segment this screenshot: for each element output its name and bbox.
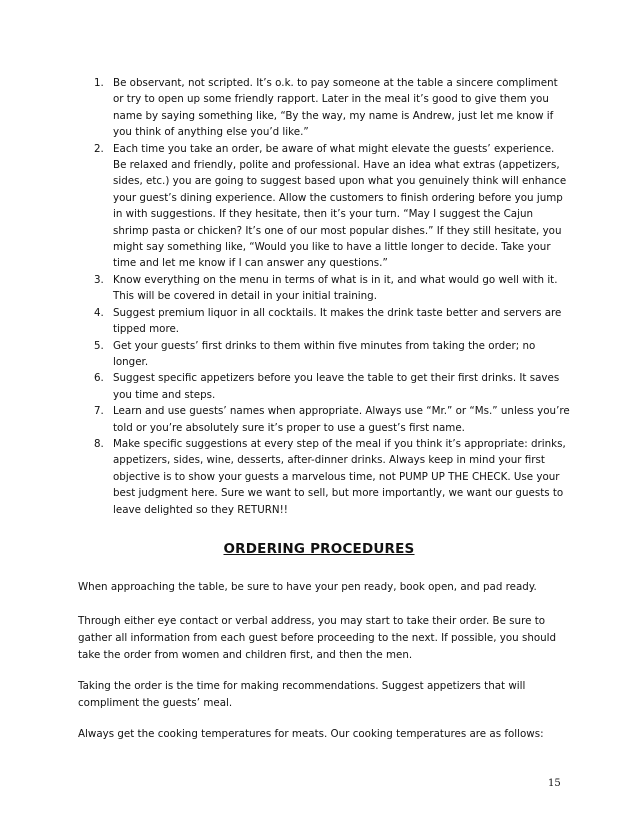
list-item	[78, 403, 570, 436]
list-item-number: 2.	[94, 142, 104, 155]
list-item-text: Each time you take an order, be aware of what might elevate the guests’ experience. Be relaxed and friendly, polite and professional. Have an idea what extras (appetizers, sides, etc.) you are going to suggest based upon what you genuinely think will enhance your guest’s dining experience. Allow the customers to finish ordering before you jump in with suggestions. If they hesitate, then it’s your turn. “May I suggest the Cajun shrimp pasta or chicken? It’s one of our most popular dishes.” If they still hesitate, you might say something like, “Would you like to have a little longer to decide. Take your time and let me know if I can answer any questions.”	[113, 142, 567, 270]
paragraph: Always get the cooking temperatures for meats. Our cooking temperatures are as follows:	[78, 728, 544, 740]
list-item-number: 7.	[94, 405, 104, 418]
list-item	[78, 75, 570, 141]
list-item-number: 5.	[94, 339, 104, 352]
list-item-number: 3.	[94, 273, 104, 286]
list-item-text: Be observant, not scripted. It’s o.k. to pay someone at the table a sincere compliment or try to open up some friendly rapport. Later in the meal it’s good to give them you name by saying something like, “By the way, my name is Andrew, just let me know if you think of anything else you’d like.”	[113, 77, 558, 139]
list-item-text: Suggest specific appetizers before you leave the table to get their first drinks. It saves you time and steps.	[113, 372, 560, 401]
list-item-text: Know everything on the menu in terms of what is in it, and what would go well with it. This will be covered in detail in your initial training.	[113, 273, 558, 303]
list-item-text: Make specific suggestions at every step of the meal if you think it’s appropriate: drinks, appetizers, sides, wine, desserts, after-dinner drinks. Always keep in mind your first objective is to show your guests a marvelous time, not PUMP UP THE CHECK. Use your best judgment here. Sure we want to sell, but more importantly, we want our guests to leave delighted so they RETURN!!	[113, 437, 566, 516]
list-item-text: Learn and use guests’ names when appropriate. Always use “Mr.” or “Ms.” unless you’re told or you’re absolutely sure it’s proper to use a guest’s first name.	[113, 405, 570, 434]
list-item-number: 4.	[94, 306, 104, 319]
paragraph: When approaching the table, be sure to have your pen ready, book open, and pad ready.	[78, 581, 537, 593]
list-item	[78, 370, 570, 403]
page-number: 15	[548, 778, 561, 789]
list-item	[78, 338, 570, 371]
list-item-number: 6.	[94, 372, 104, 385]
server-tips-list	[78, 75, 570, 518]
section-heading: ORDERING PROCEDURES	[223, 541, 415, 557]
list-item	[78, 141, 570, 272]
list-item	[78, 436, 570, 518]
list-item-number: 8.	[94, 437, 104, 450]
paragraph: Taking the order is the time for making recommendations. Suggest appetizers that will compliment the guests’ meal.	[78, 680, 526, 710]
list-item-number: 1.	[94, 77, 104, 89]
paragraph: Through either eye contact or verbal address, you may start to take their order. Be sure to gather all information from each guest before proceeding to the next. If possible, you should take the order from women and children first, and then the men.	[78, 615, 557, 662]
list-item-text: Suggest premium liquor in all cocktails. It makes the drink taste better and servers are tipped more.	[113, 306, 562, 336]
list-item	[78, 305, 570, 338]
list-item-text: Get your guests’ first drinks to them within five minutes from taking the order; no longer.	[113, 339, 536, 368]
list-item	[78, 272, 570, 305]
